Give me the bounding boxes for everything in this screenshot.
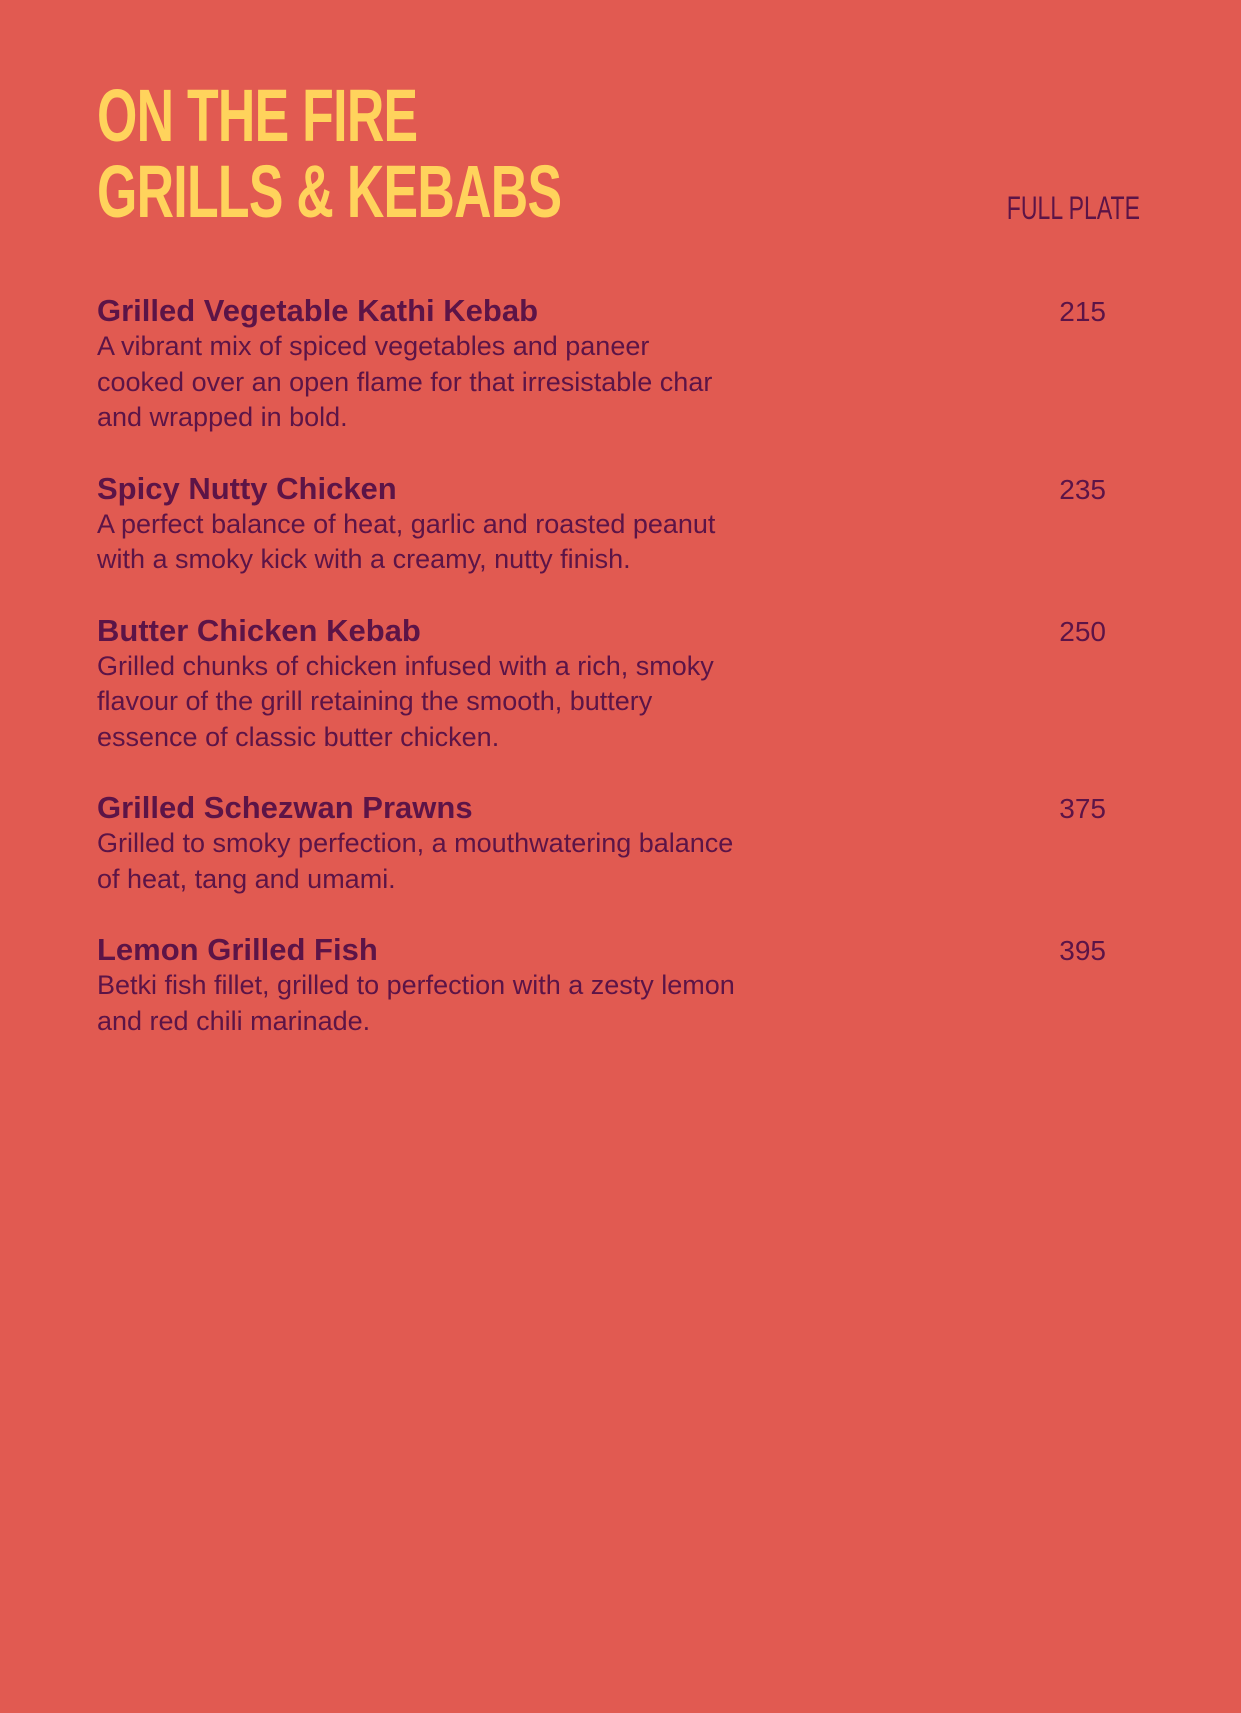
menu-item-description: A perfect balance of heat, garlic and roasted peanut with a smoky kick with a creamy, nutty finish. — [97, 508, 716, 574]
menu-item — [97, 470, 1117, 578]
menu-item — [97, 612, 1117, 756]
menu-item-description: Grilled to smoky perfection, a mouthwatering balance of heat, tang and umami. — [97, 828, 734, 894]
menu-item — [97, 931, 1117, 1039]
menu-item-price: 375 — [1059, 793, 1106, 824]
menu-item-name: Spicy Nutty Chicken — [97, 470, 397, 506]
menu-item — [97, 789, 1117, 897]
menu-item-price: 215 — [1059, 296, 1106, 327]
menu-item-price: 250 — [1059, 615, 1106, 647]
menu-item-description: Betki fish fillet, grilled to perfection with a zesty lemon and red chili marinade. — [97, 970, 735, 1036]
section-title-line-1: ON THE FIRE — [97, 74, 418, 157]
menu-item-description: A vibrant mix of spiced vegetables and paneer cooked over an open flame for that irresistable char and wrapped in bold. — [97, 331, 713, 432]
menu-item-name: Grilled Vegetable Kathi Kebab — [97, 293, 539, 328]
menu-item-price: 395 — [1059, 935, 1106, 966]
menu-item — [97, 292, 1117, 436]
menu-item-list — [97, 292, 1117, 1073]
price-column-header: FULL PLATE — [1006, 190, 1140, 226]
menu-item-description: Grilled chunks of chicken infused with a rich, smoky flavour of the grill retaining the smooth, buttery essence of classic butter chicken. — [97, 650, 714, 752]
menu-item-name: Lemon Grilled Fish — [97, 932, 378, 967]
section-title-line-2: GRILLS & KEBABS — [97, 150, 562, 233]
section-title — [97, 74, 760, 233]
menu-item-price: 235 — [1059, 473, 1106, 505]
menu-item-name: Grilled Schezwan Prawns — [97, 790, 473, 825]
menu-item-name: Butter Chicken Kebab — [97, 612, 421, 648]
